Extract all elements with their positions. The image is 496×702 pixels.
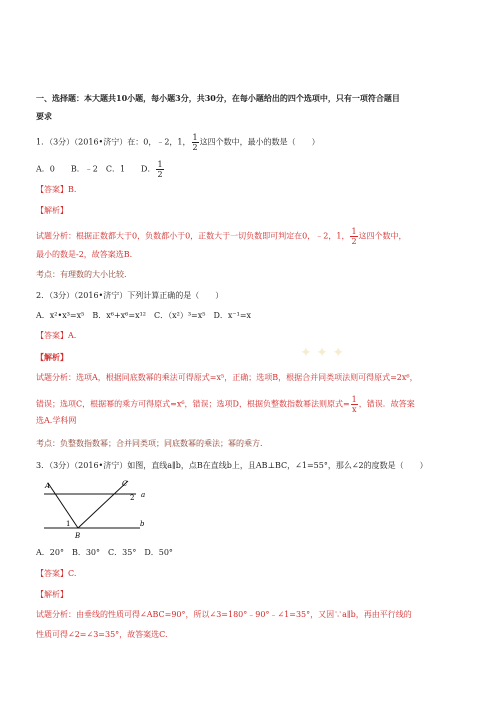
q1-stem <box>36 133 320 152</box>
segment-ab <box>48 483 78 528</box>
label-b: b <box>140 520 145 528</box>
q2-analysis-text-b: ，错误．故答案 <box>358 399 415 409</box>
section-title-line-1: 一、选择题：本大题共10小题，每小题3分，共30分，在每小题给出的四个选项中，只有一项符合题目 <box>36 93 400 103</box>
q1-analysis-text-b: 这四个数中， <box>358 231 407 241</box>
q1-stem-text-a: 1．（3分）（2016•济宁）在：0，﹣2，1， <box>36 137 191 147</box>
q3-stem: 3．（3分）（2016•济宁）如图，直线a∥b，点B在直线b上，且AB⊥BC，∠1=55°，那么∠2的度数是（ ） <box>36 461 428 470</box>
q2-analysis-line-3: 选A.学科网 <box>36 416 77 425</box>
q3-options: A．20° B．30° C．35° D．50° <box>36 548 173 557</box>
q1-options <box>36 160 165 179</box>
q1-analysis-line-2: 最小的数是-2，故答案选B. <box>36 250 133 259</box>
watermark-logo: ✦ ✦ ✦ <box>300 345 345 361</box>
section-title-line-2: 要求 <box>36 111 52 121</box>
q2-options: A．x²•x³=x⁵ B．x⁶+x⁶=x¹² C．（x²）³=x⁵ D．x⁻¹=x <box>36 311 252 320</box>
q1-options-fraction <box>156 160 163 179</box>
q3-analysis-line-1: 试题分析：由垂线的性质可得∠ABC=90°，所以∠3=180°﹣90°﹣∠1=35°，又因∵a∥b，再由平行线的 <box>36 610 412 619</box>
q2-point: 考点：负整数指数幂；合并同类项；同底数幂的乘法；幂的乘方. <box>36 439 263 448</box>
label-C: C <box>122 480 128 488</box>
q2-analysis-line-2 <box>36 395 415 414</box>
label-B: B <box>75 532 81 539</box>
q1-analysis-fraction <box>350 227 357 246</box>
q1-stem-frac-num: 1 <box>192 133 198 142</box>
q2-stem: 2．（3分）（2016•济宁）下列计算正确的是（ ） <box>36 291 224 300</box>
q2-analysis-label: 【解析】 <box>36 352 68 362</box>
q2-analysis-text-a: 错误；选项C，根据幂的乘方可得原式=x⁶，错误；选项D，根据负整数指数幂法则原式= <box>36 399 350 409</box>
q1-analysis-line-1 <box>36 227 407 246</box>
q3-answer: 【答案】C. <box>36 569 77 578</box>
label-A: A <box>45 482 51 490</box>
q1-analysis-frac-num: 1 <box>351 227 357 236</box>
q1-point: 考点：有理数的大小比较. <box>36 270 127 279</box>
q1-answer: 【答案】B. <box>36 185 77 194</box>
q1-options-text: A．0 B．﹣2 C．1 D． <box>36 164 156 174</box>
label-angle-2: 2 <box>130 494 135 502</box>
q1-analysis-frac-den: 2 <box>351 237 357 246</box>
q2-answer: 【答案】A. <box>36 331 77 340</box>
q2-analysis-frac-num: 1 <box>351 395 357 404</box>
label-angle-1: 1 <box>66 520 71 528</box>
segment-bc <box>78 481 128 528</box>
q1-analysis-text-a: 试题分析：根据正数都大于0，负数都小于0，正数大于一切负数即可判定在0，﹣2，1， <box>36 231 350 241</box>
q3-analysis-line-2: 性质可得∠2=∠3=35°，故答案选C. <box>36 630 168 639</box>
q3-geometry-figure <box>40 477 160 539</box>
q2-analysis-frac-den: x <box>351 405 357 414</box>
q1-stem-text-b: 这四个数中，最小的数是（ ） <box>199 137 320 147</box>
q1-analysis-label: 【解析】 <box>36 206 68 215</box>
q2-analysis-fraction <box>351 395 358 414</box>
q1-stem-frac-den: 2 <box>192 143 198 152</box>
label-a: a <box>141 491 146 499</box>
q3-analysis-label: 【解析】 <box>36 590 68 599</box>
q1-opt-frac-den: 2 <box>157 170 163 179</box>
q1-opt-frac-num: 1 <box>157 160 163 169</box>
q2-analysis-line-1: 试题分析：选项A，根据同底数幂的乘法可得原式=x⁵，正确；选项B，根据合并同类项法则可得原式=2x⁶， <box>36 373 418 382</box>
q1-stem-fraction <box>192 133 199 152</box>
